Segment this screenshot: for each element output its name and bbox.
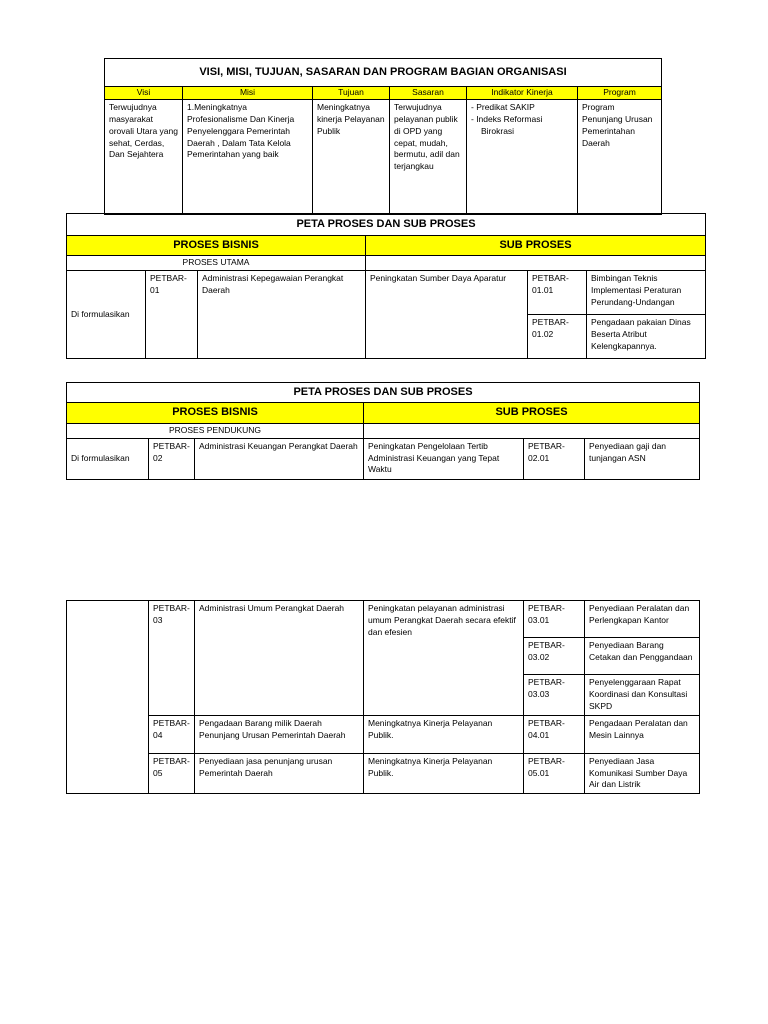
header-indikator: Indikator Kinerja [467,87,578,100]
indikator-line: - Predikat SAKIP [471,101,535,112]
process-name: Administrasi Umum Perangkat Daerah [195,601,364,716]
item-code: PETBAR-04.01 [524,715,585,753]
item-desc: Penyediaan Barang Cetakan dan Penggandaan [585,638,700,675]
header-sasaran: Sasaran [390,87,467,100]
program-cell: Program Penunjang Urusan Pemerintahan Daerah [578,99,662,214]
indikator-line: Birokrasi [481,125,515,136]
process-code: PETBAR-01 [146,271,198,359]
item-desc: Pengadaan pakaian Dinas Beserta Atribut Kelengkapannya. [587,315,706,359]
tujuan-cell: Meningkatnya kinerja Pelayanan Publik [313,99,390,214]
process-code: PETBAR-05 [149,753,195,794]
item-code: PETBAR-01.02 [528,315,587,359]
empty-cell [364,423,700,438]
process-code: PETBAR-03 [149,601,195,716]
proses-bisnis-header: PROSES BISNIS [67,236,366,256]
process-name: Administrasi Keuangan Perangkat Daerah [195,438,364,479]
proses-category: PROSES PENDUKUNG [67,423,364,438]
item-code: PETBAR-05.01 [524,753,585,794]
item-code: PETBAR-03.01 [524,601,585,638]
sub-process-name: Peningkatan Pengelolaan Tertib Administrasi Keuangan yang Tepat Waktu [364,438,524,479]
header-misi: Misi [183,87,313,100]
sub-process-name: Peningkatan Sumber Daya Aparatur [366,271,528,359]
item-desc: Penyediaan gaji dan tunjangan ASN [585,438,700,479]
sasaran-cell: Terwujudnya pelayanan publik di OPD yang cepat, mudah, bermutu, adil dan terjangkau [390,99,467,214]
item-desc: Bimbingan Teknis Implementasi Peraturan Perundang-Undangan [587,271,706,315]
process-code: PETBAR-04 [149,715,195,753]
peta-utama-title: PETA PROSES DAN SUB PROSES [67,214,706,236]
peta-proses-pendukung-table [66,382,700,480]
empty-cell [366,256,706,271]
process-name: Pengadaan Barang milik Daerah Penunjang Urusan Pemerintah Daerah [195,715,364,753]
vision-table-title: VISI, MISI, TUJUAN, SASARAN DAN PROGRAM BAGIAN ORGANISASI [105,59,662,87]
proses-bisnis-header: PROSES BISNIS [67,403,364,423]
visi-cell: Terwujudnya masyarakat orovali Utara yang sehat, Cerdas, Dan Sejahtera [105,99,183,214]
row-label: Di formulasikan [67,438,149,479]
sub-process-name: Meningkatnya Kinerja Pelayanan Publik. [364,715,524,753]
item-desc: Penyediaan Peralatan dan Perlengkapan Kantor [585,601,700,638]
vision-mission-table [104,58,662,215]
row-label: Di formulasikan [67,271,146,359]
item-code: PETBAR-03.03 [524,675,585,716]
item-code: PETBAR-02.01 [524,438,585,479]
process-code: PETBAR-02 [149,438,195,479]
sub-proses-header: SUB PROSES [366,236,706,256]
sub-proses-header: SUB PROSES [364,403,700,423]
item-desc: Pengadaan Peralatan dan Mesin Lainnya [585,715,700,753]
indikator-line: - Indeks Reformasi [471,113,543,124]
peta-pendukung-title: PETA PROSES DAN SUB PROSES [67,383,700,403]
misi-cell: 1.Meningkatnya Profesionalisme Dan Kinerja Penyelenggara Pemerintah Daerah , Dalam Tata Kelola Pemerintahan yang baik [183,99,313,214]
sub-process-name: Peningkatan pelayanan administrasi umum Perangkat Daerah secara efektif dan efesien [364,601,524,716]
header-visi: Visi [105,87,183,100]
item-desc: Penyelenggaraan Rapat Koordinasi dan Konsultasi SKPD [585,675,700,716]
peta-proses-utama-table [66,213,706,359]
header-program: Program [578,87,662,100]
item-code: PETBAR-03.02 [524,638,585,675]
proses-category: PROSES UTAMA [67,256,366,271]
empty-label-cell [67,601,149,794]
indikator-cell [467,99,578,214]
sub-process-name: Meningkatnya Kinerja Pelayanan Publik. [364,753,524,794]
process-name: Administrasi Kepegawaian Perangkat Daerah [198,271,366,359]
peta-proses-lanjutan-table [66,600,700,794]
process-name: Penyediaan jasa penunjang urusan Pemerintah Daerah [195,753,364,794]
item-desc: Penyediaan Jasa Komunikasi Sumber Daya Air dan Listrik [585,753,700,794]
header-tujuan: Tujuan [313,87,390,100]
item-code: PETBAR-01.01 [528,271,587,315]
